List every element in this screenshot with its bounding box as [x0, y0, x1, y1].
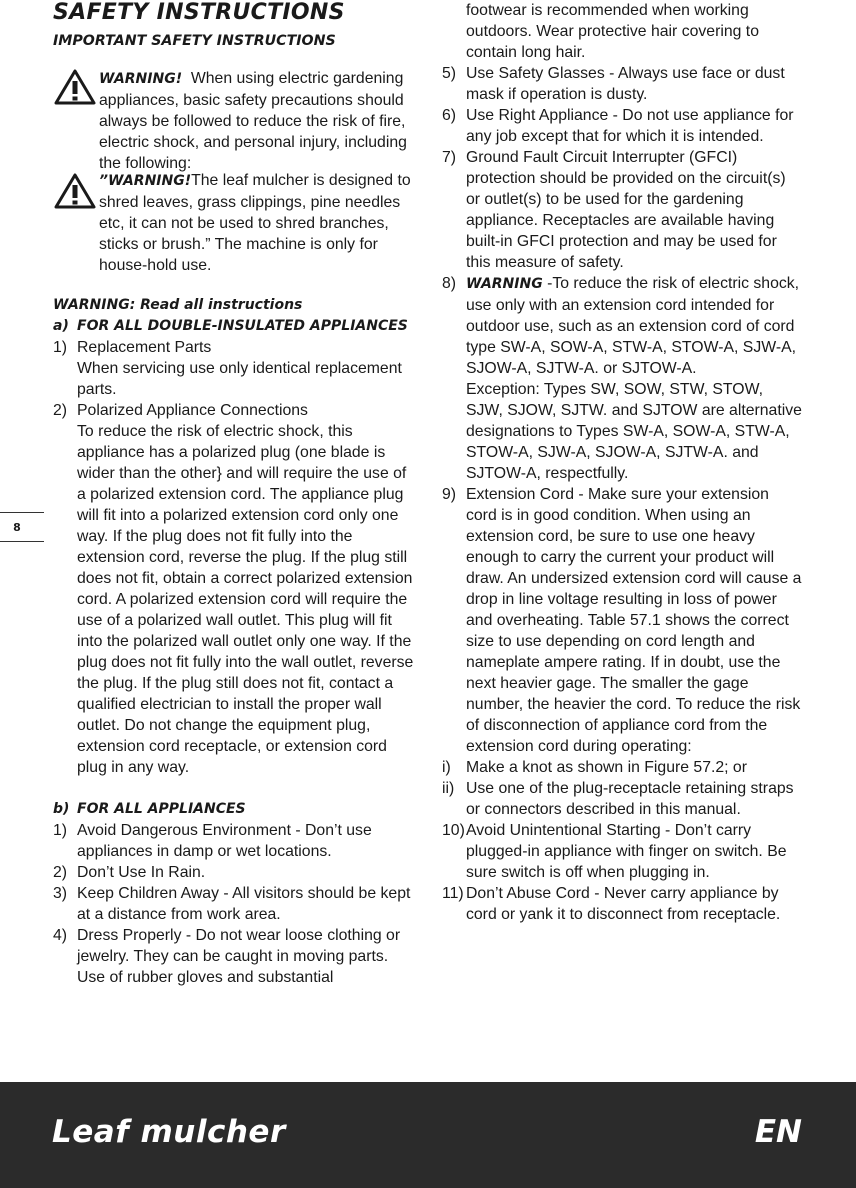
list-item: 7) Ground Fault Circuit Interrupter (GFCI) protection should be provided on the circuit(s) or outlet(s) to be used for the gardening appliance. Receptacles are available having built-in GFCI protection and may be used for this measure of safety.: [442, 149, 786, 271]
warning-triangle-icon: [53, 172, 97, 210]
warning-block-usage: [53, 170, 415, 276]
warning-label: WARNING!: [99, 71, 183, 87]
list-item: 2) Don’t Use In Rain.: [53, 864, 206, 881]
warning-label: WARNING: [466, 276, 543, 292]
page-number: 8: [0, 512, 44, 542]
continued-text: footwear is recommended when working outdoors. Wear protective hair covering to contain long hair.: [466, 2, 759, 61]
list-item: 4) Dress Properly - Do not wear loose clothing or jewelry. They can be caught in moving parts. Use of rubber gloves and substantial: [53, 927, 401, 986]
footer-product-name: Leaf mulcher: [52, 1114, 286, 1150]
right-column: [442, 0, 804, 925]
section-a-heading: a) FOR ALL DOUBLE-INSULATED APPLIANCES: [53, 318, 408, 334]
list-item: 10) Avoid Unintentional Starting - Don’t carry plugged-in appliance with finger on switch. Be sure switch is off when plugging in.: [442, 822, 787, 881]
list-item: i) Make a knot as shown in Figure 57.2; or: [442, 759, 747, 776]
list-item: 1) Replacement Parts When servicing use only identical replacement parts.: [53, 339, 402, 398]
read-all-heading: WARNING: Read all instructions: [53, 297, 303, 313]
footer-bar: [0, 1082, 856, 1188]
list-item: 1) Avoid Dangerous Environment - Don’t use appliances in damp or wet locations.: [53, 822, 372, 860]
list-item: 2) Polarized Appliance Connections To reduce the risk of electric shock, this appliance has a polarized plug (one blade is wider than the other} and will require the use of a polarized extension cord. The appliance plug will fit into a polarized extension cord only one way. If the plug does not fit fully into the extension cord, reverse the plug. If the plug still does not fit, obtain a correct polarized extension cord. A polarized extension cord will require the use of a polarized wall outlet. This plug will fit into the polarized wall outlet only one way. If the plug does not fit fully into the wall outlet, reverse the plug. If the plug still does not fit, contact a qualified electrician to install the proper wall outlet. Do not change the equipment plug, extension cord receptacle, or extension cord plug in any way.: [53, 402, 414, 776]
section-b-heading: b) FOR ALL APPLIANCES: [53, 801, 246, 817]
warning-text: The leaf mulcher is designed to shred leaves, grass clippings, pine needles etc, it can not be used to shred branches, sticks or brush.” The machine is only for house-hold use.: [99, 172, 411, 274]
warning-label: ”WARNING!: [99, 173, 192, 189]
warning-triangle-icon: [53, 68, 97, 106]
warning-text: When using electric gardening appliances, basic safety precautions should always be followed to reduce the risk of fire, electric shock, and personal injury, including the following:: [99, 70, 407, 172]
page-subtitle: IMPORTANT SAFETY INSTRUCTIONS: [53, 33, 336, 49]
footer-language-code: EN: [754, 1114, 802, 1150]
list-item: 11) Don’t Abuse Cord - Never carry appliance by cord or yank it to disconnect from receptacle.: [442, 885, 781, 923]
list-item: 6) Use Right Appliance - Do not use appliance for any job except that for which it is intended.: [442, 107, 794, 145]
list-item: 9) Extension Cord - Make sure your extension cord is in good condition. When using an extension cord, be sure to use one heavy enough to carry the current your product will draw. An undersized extension cord will cause a drop in line voltage resulting in loss of power and overheating. Table 57.1 shows the correct size to use depending on cord length and nameplate ampere rating. If in doubt, use the next heavier gage. The smaller the gage number, the heavier the cord. To reduce the risk of disconnection of appliance cord from the extension cord during operating:: [442, 486, 802, 755]
page-title: SAFETY INSTRUCTIONS: [53, 0, 345, 25]
warning-block-general: [53, 68, 415, 174]
left-column: [53, 295, 415, 988]
list-item: 3) Keep Children Away - All visitors should be kept at a distance from work area.: [53, 885, 411, 923]
list-item: 5) Use Safety Glasses - Always use face or dust mask if operation is dusty.: [442, 65, 785, 103]
list-item: ii) Use one of the plug-receptacle retaining straps or connectors described in this manual.: [442, 780, 794, 818]
list-item: 8) WARNING -To reduce the risk of electric shock, use only with an extension cord intended for outdoor use, such as an extension cord of cord type SW-A, SOW-A, STW-A, STOW-A, SJW-A, SJOW-A, SJTW-A. or SJTOW-A. Exception: Types SW, SOW, STW, STOW, SJW, SJOW, SJTW. and SJTOW are alternative designations to Types SW-A, SOW-A, STW-A, STOW-A, SJW-A, SJOW-A, SJTW-A. and SJTOW-A, respectfully.: [442, 275, 802, 482]
